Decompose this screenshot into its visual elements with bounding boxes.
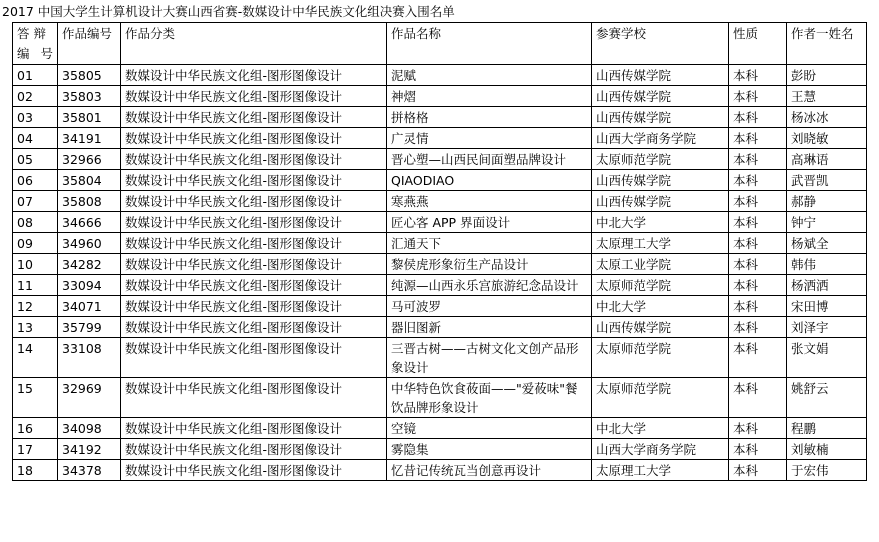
cell-work-name: 纯源—山西永乐宫旅游纪念品设计 xyxy=(387,275,592,296)
table-row xyxy=(13,86,867,107)
cell-work-id: 34378 xyxy=(58,460,121,481)
cell-school: 中北大学 xyxy=(592,418,729,439)
cell-work-id: 35803 xyxy=(58,86,121,107)
cell-work-id: 34666 xyxy=(58,212,121,233)
table-row xyxy=(13,128,867,149)
cell-defense-number: 14 xyxy=(13,338,58,378)
cell-type: 本科 xyxy=(729,128,787,149)
cell-author: 杨冰冰 xyxy=(787,107,867,128)
header-category: 作品分类 xyxy=(121,23,387,65)
table-row xyxy=(13,439,867,460)
table-row xyxy=(13,191,867,212)
cell-category: 数媒设计中华民族文化组-图形图像设计 xyxy=(121,378,387,418)
cell-author: 韩伟 xyxy=(787,254,867,275)
cell-school: 山西传媒学院 xyxy=(592,107,729,128)
cell-author: 于宏伟 xyxy=(787,460,867,481)
cell-school: 太原师范学院 xyxy=(592,149,729,170)
table-row xyxy=(13,65,867,86)
cell-category: 数媒设计中华民族文化组-图形图像设计 xyxy=(121,317,387,338)
table-row xyxy=(13,460,867,481)
cell-category: 数媒设计中华民族文化组-图形图像设计 xyxy=(121,338,387,378)
cell-work-id: 34282 xyxy=(58,254,121,275)
cell-work-name: 中华特色饮食莜面——"爱莜味"餐饮品牌形象设计 xyxy=(387,378,592,418)
cell-category: 数媒设计中华民族文化组-图形图像设计 xyxy=(121,296,387,317)
cell-work-id: 34098 xyxy=(58,418,121,439)
cell-work-id: 32966 xyxy=(58,149,121,170)
cell-school: 山西传媒学院 xyxy=(592,317,729,338)
cell-type: 本科 xyxy=(729,418,787,439)
cell-work-id: 35808 xyxy=(58,191,121,212)
cell-school: 太原师范学院 xyxy=(592,378,729,418)
cell-type: 本科 xyxy=(729,107,787,128)
header-school: 参赛学校 xyxy=(592,23,729,65)
cell-type: 本科 xyxy=(729,460,787,481)
cell-author: 张文娟 xyxy=(787,338,867,378)
cell-school: 中北大学 xyxy=(592,212,729,233)
cell-work-name: 黎侯虎形象衍生产品设计 xyxy=(387,254,592,275)
table-row xyxy=(13,317,867,338)
cell-type: 本科 xyxy=(729,149,787,170)
cell-defense-number: 06 xyxy=(13,170,58,191)
table-row xyxy=(13,418,867,439)
table-row xyxy=(13,378,867,418)
cell-work-id: 34071 xyxy=(58,296,121,317)
cell-defense-number: 02 xyxy=(13,86,58,107)
cell-school: 山西传媒学院 xyxy=(592,65,729,86)
cell-defense-number: 03 xyxy=(13,107,58,128)
cell-work-id: 34960 xyxy=(58,233,121,254)
cell-school: 山西大学商务学院 xyxy=(592,128,729,149)
cell-work-id: 35804 xyxy=(58,170,121,191)
cell-work-name: 泥赋 xyxy=(387,65,592,86)
cell-work-name: 三晋古树——古树文化文创产品形象设计 xyxy=(387,338,592,378)
cell-defense-number: 05 xyxy=(13,149,58,170)
cell-author: 彭盼 xyxy=(787,65,867,86)
cell-defense-number: 12 xyxy=(13,296,58,317)
table-header-row xyxy=(13,23,867,65)
cell-defense-number: 09 xyxy=(13,233,58,254)
cell-work-name: 匠心客 APP 界面设计 xyxy=(387,212,592,233)
cell-school: 山西传媒学院 xyxy=(592,170,729,191)
cell-category: 数媒设计中华民族文化组-图形图像设计 xyxy=(121,460,387,481)
table-row xyxy=(13,212,867,233)
cell-author: 刘敏楠 xyxy=(787,439,867,460)
cell-work-id: 35805 xyxy=(58,65,121,86)
cell-school: 太原师范学院 xyxy=(592,338,729,378)
cell-author: 姚舒云 xyxy=(787,378,867,418)
cell-category: 数媒设计中华民族文化组-图形图像设计 xyxy=(121,254,387,275)
cell-type: 本科 xyxy=(729,86,787,107)
cell-category: 数媒设计中华民族文化组-图形图像设计 xyxy=(121,107,387,128)
cell-type: 本科 xyxy=(729,65,787,86)
header-work-id: 作品编号 xyxy=(58,23,121,65)
cell-school: 太原理工大学 xyxy=(592,233,729,254)
cell-category: 数媒设计中华民族文化组-图形图像设计 xyxy=(121,191,387,212)
table-row xyxy=(13,254,867,275)
header-work-name: 作品名称 xyxy=(387,23,592,65)
cell-category: 数媒设计中华民族文化组-图形图像设计 xyxy=(121,418,387,439)
cell-type: 本科 xyxy=(729,378,787,418)
cell-work-name: 汇通天下 xyxy=(387,233,592,254)
header-author: 作者一姓名 xyxy=(787,23,867,65)
cell-category: 数媒设计中华民族文化组-图形图像设计 xyxy=(121,128,387,149)
cell-work-name: 器旧图新 xyxy=(387,317,592,338)
cell-work-id: 35801 xyxy=(58,107,121,128)
cell-defense-number: 07 xyxy=(13,191,58,212)
document-title: 2017 中国大学生计算机设计大赛山西省赛-数媒设计中华民族文化组决赛入围名单 xyxy=(2,4,455,19)
cell-author: 杨洒洒 xyxy=(787,275,867,296)
table-body xyxy=(13,65,867,481)
cell-author: 钟宁 xyxy=(787,212,867,233)
cell-work-id: 33108 xyxy=(58,338,121,378)
cell-type: 本科 xyxy=(729,254,787,275)
cell-category: 数媒设计中华民族文化组-图形图像设计 xyxy=(121,149,387,170)
cell-type: 本科 xyxy=(729,233,787,254)
table-row xyxy=(13,275,867,296)
cell-type: 本科 xyxy=(729,275,787,296)
cell-defense-number: 17 xyxy=(13,439,58,460)
cell-defense-number: 13 xyxy=(13,317,58,338)
cell-work-id: 35799 xyxy=(58,317,121,338)
cell-work-name: 广灵情 xyxy=(387,128,592,149)
cell-category: 数媒设计中华民族文化组-图形图像设计 xyxy=(121,170,387,191)
cell-author: 郝静 xyxy=(787,191,867,212)
cell-author: 刘晓敏 xyxy=(787,128,867,149)
cell-type: 本科 xyxy=(729,191,787,212)
table-row xyxy=(13,338,867,378)
cell-work-name: 忆昔记传统瓦当创意再设计 xyxy=(387,460,592,481)
cell-defense-number: 04 xyxy=(13,128,58,149)
cell-category: 数媒设计中华民族文化组-图形图像设计 xyxy=(121,86,387,107)
cell-work-name: 神熠 xyxy=(387,86,592,107)
cell-author: 刘泽宇 xyxy=(787,317,867,338)
cell-school: 山西传媒学院 xyxy=(592,191,729,212)
header-defense-number: 答 辩 编号 xyxy=(13,23,58,65)
cell-author: 高琳语 xyxy=(787,149,867,170)
cell-school: 山西大学商务学院 xyxy=(592,439,729,460)
cell-work-id: 32969 xyxy=(58,378,121,418)
cell-defense-number: 16 xyxy=(13,418,58,439)
cell-author: 宋田博 xyxy=(787,296,867,317)
cell-category: 数媒设计中华民族文化组-图形图像设计 xyxy=(121,65,387,86)
cell-work-name: 寒燕燕 xyxy=(387,191,592,212)
cell-defense-number: 10 xyxy=(13,254,58,275)
finalist-table xyxy=(12,22,867,481)
cell-type: 本科 xyxy=(729,338,787,378)
cell-type: 本科 xyxy=(729,296,787,317)
cell-defense-number: 01 xyxy=(13,65,58,86)
cell-school: 太原理工大学 xyxy=(592,460,729,481)
cell-work-name: 马可波罗 xyxy=(387,296,592,317)
table-row xyxy=(13,170,867,191)
table-row xyxy=(13,296,867,317)
cell-type: 本科 xyxy=(729,170,787,191)
cell-work-id: 34191 xyxy=(58,128,121,149)
cell-type: 本科 xyxy=(729,439,787,460)
table-row xyxy=(13,233,867,254)
cell-work-name: QIAODIAO xyxy=(387,170,592,191)
cell-category: 数媒设计中华民族文化组-图形图像设计 xyxy=(121,212,387,233)
cell-type: 本科 xyxy=(729,317,787,338)
cell-school: 太原师范学院 xyxy=(592,275,729,296)
cell-category: 数媒设计中华民族文化组-图形图像设计 xyxy=(121,275,387,296)
cell-school: 山西传媒学院 xyxy=(592,86,729,107)
cell-category: 数媒设计中华民族文化组-图形图像设计 xyxy=(121,233,387,254)
cell-work-name: 拼格格 xyxy=(387,107,592,128)
table-row xyxy=(13,149,867,170)
cell-work-name: 空镜 xyxy=(387,418,592,439)
cell-work-id: 34192 xyxy=(58,439,121,460)
cell-type: 本科 xyxy=(729,212,787,233)
cell-defense-number: 11 xyxy=(13,275,58,296)
cell-school: 太原工业学院 xyxy=(592,254,729,275)
cell-defense-number: 18 xyxy=(13,460,58,481)
cell-author: 武晋凯 xyxy=(787,170,867,191)
header-type: 性质 xyxy=(729,23,787,65)
cell-school: 中北大学 xyxy=(592,296,729,317)
cell-defense-number: 15 xyxy=(13,378,58,418)
cell-category: 数媒设计中华民族文化组-图形图像设计 xyxy=(121,439,387,460)
cell-work-id: 33094 xyxy=(58,275,121,296)
cell-author: 王慧 xyxy=(787,86,867,107)
table-row xyxy=(13,107,867,128)
cell-work-name: 晋心塑—山西民间面塑品牌设计 xyxy=(387,149,592,170)
cell-defense-number: 08 xyxy=(13,212,58,233)
cell-work-name: 雾隐集 xyxy=(387,439,592,460)
cell-author: 杨斌全 xyxy=(787,233,867,254)
cell-author: 程鹏 xyxy=(787,418,867,439)
